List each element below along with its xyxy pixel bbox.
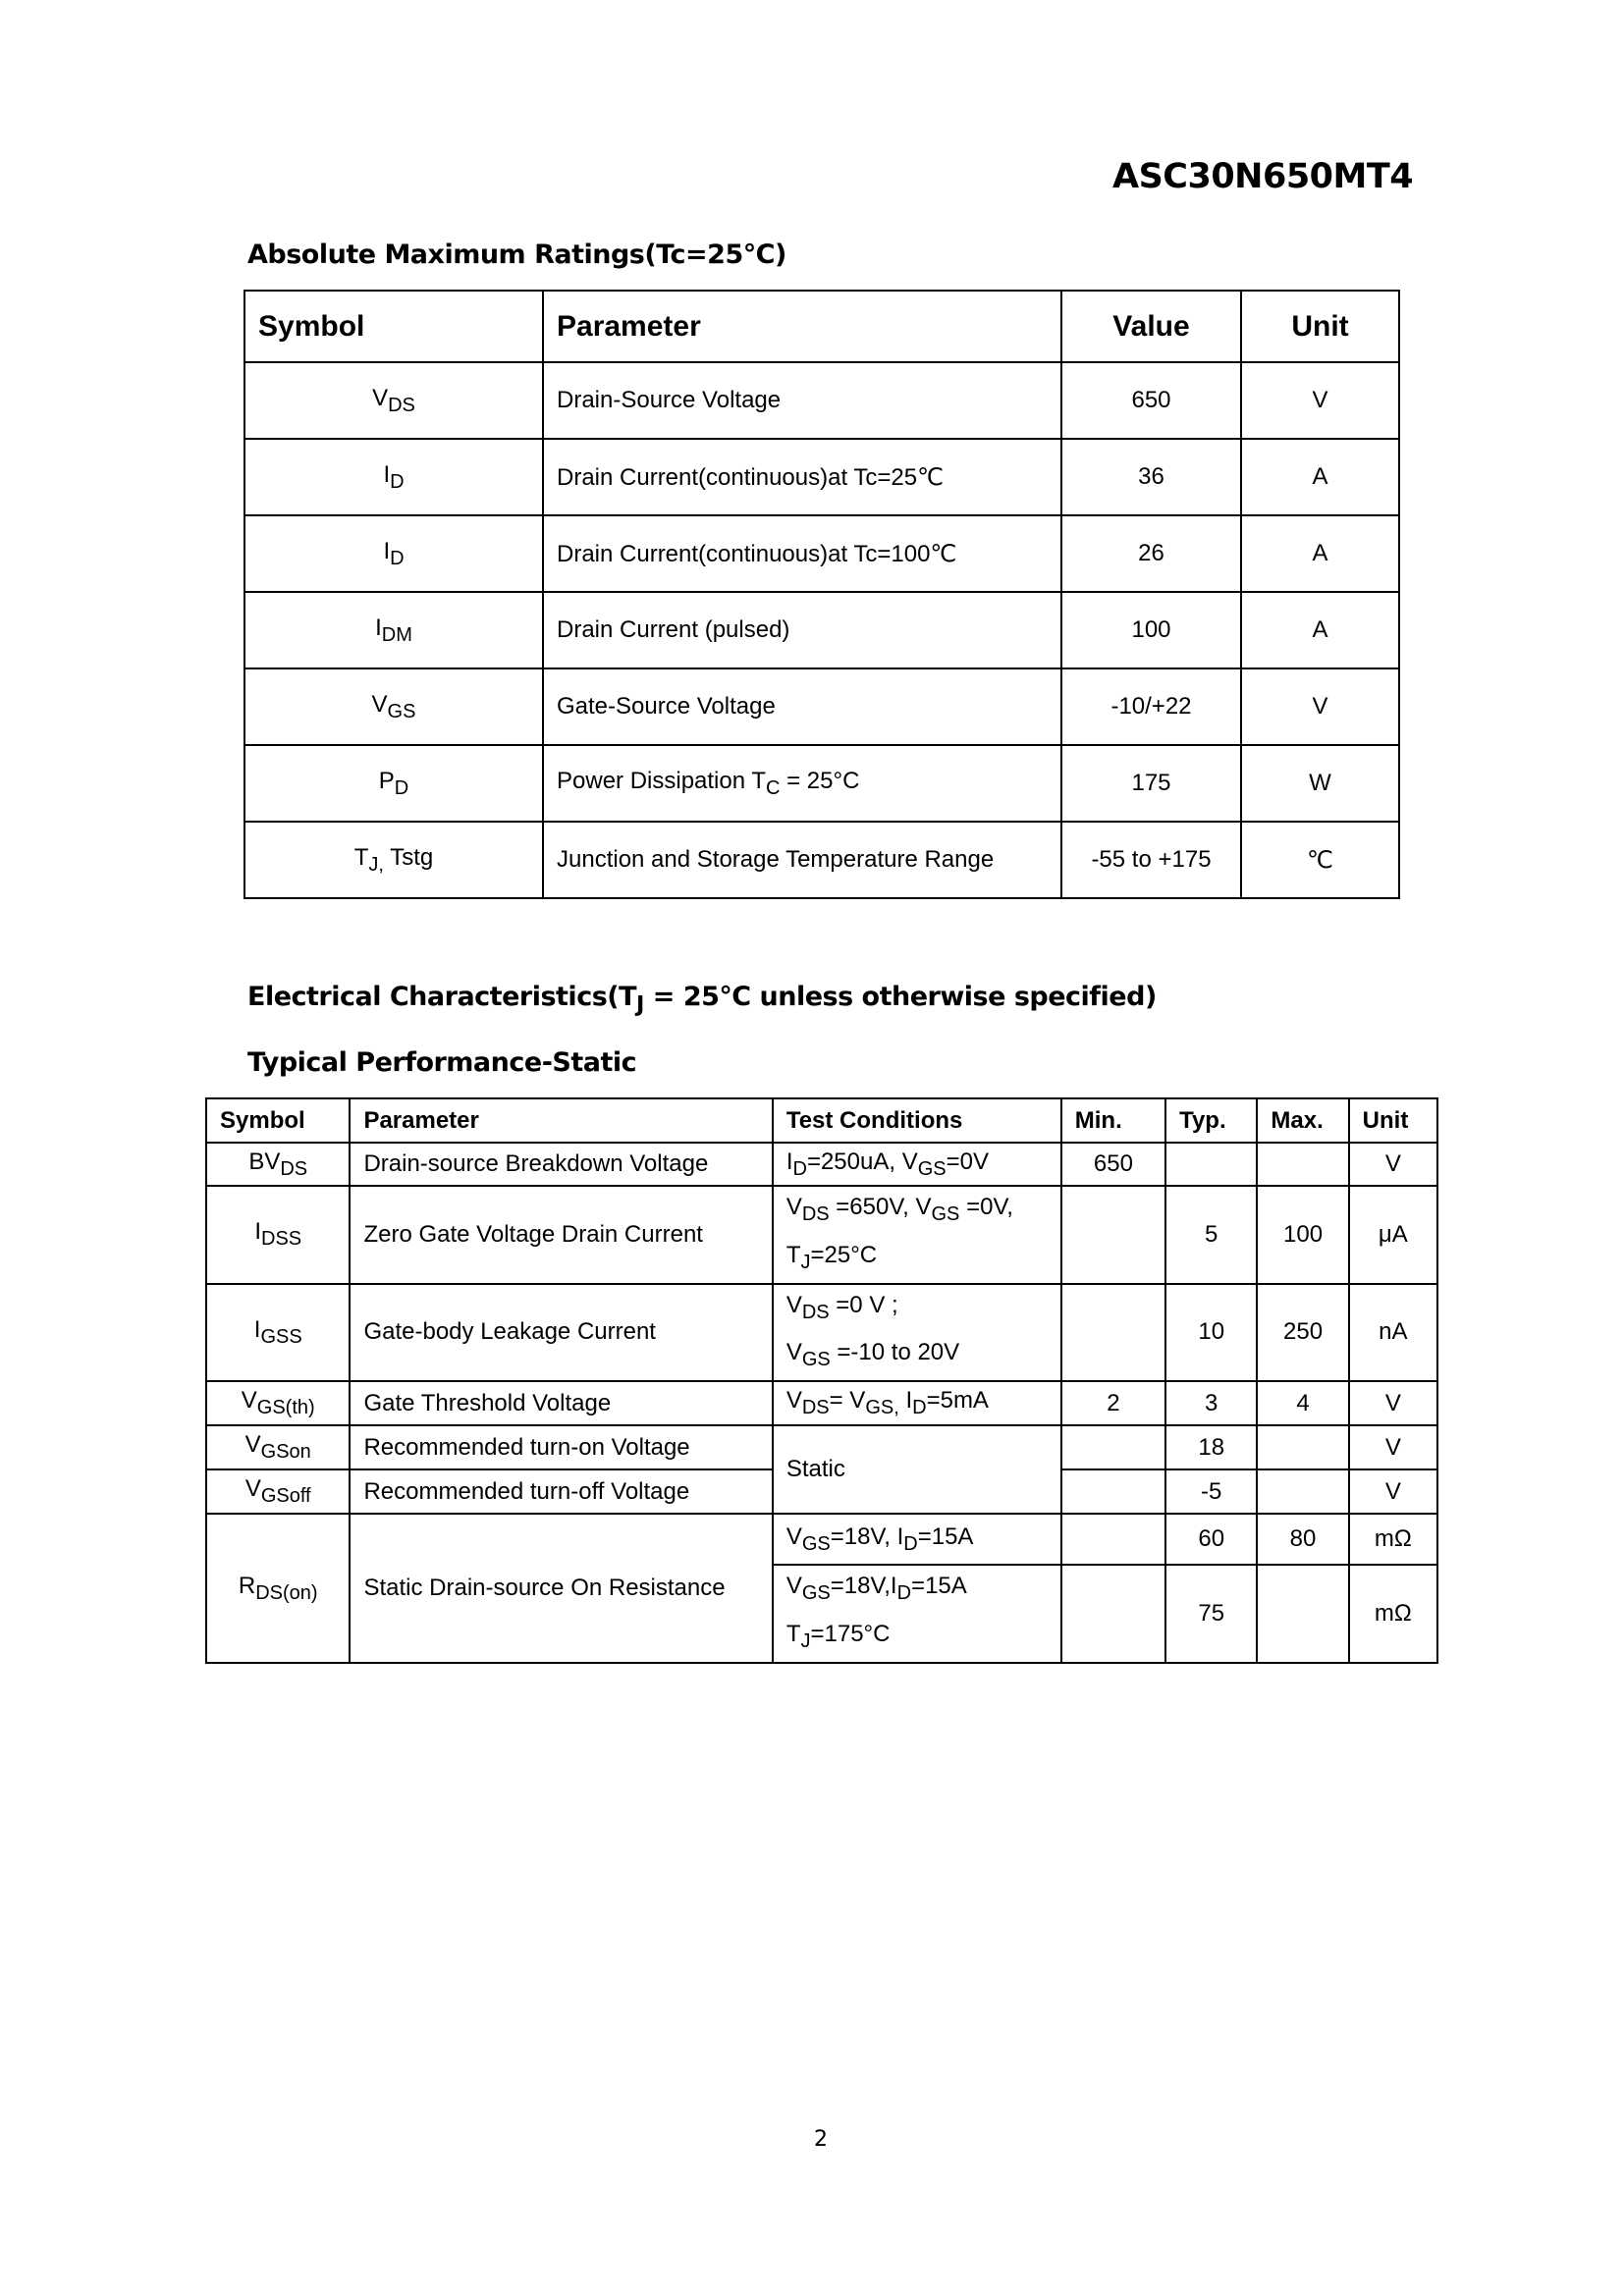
title-post: = 25℃ unless otherwise specified) — [643, 982, 1157, 1012]
header-parameter: Parameter — [350, 1098, 772, 1143]
symbol-sub: J, — [368, 853, 384, 876]
table-row — [206, 1425, 1437, 1469]
symbol-main: V — [244, 1431, 261, 1459]
value-cell: 26 — [1061, 515, 1241, 592]
tc-text: V — [785, 1387, 802, 1415]
parameter-cell: Recommended turn-on Voltage — [350, 1425, 772, 1469]
tc-text: =5mA — [926, 1387, 989, 1415]
value-cell: 650 — [1061, 362, 1241, 439]
tc-sub: GS — [801, 1581, 831, 1604]
absolute-max-ratings-table — [244, 290, 1400, 899]
tc-text: =18V, I — [830, 1522, 904, 1550]
symbol-main: I — [254, 1218, 261, 1246]
max-cell — [1257, 1425, 1348, 1469]
symbol-main: R — [238, 1572, 256, 1599]
symbol-main: I — [383, 537, 391, 564]
tc-sub: DS — [801, 1301, 830, 1323]
symbol-cell — [206, 1514, 350, 1663]
symbol-main: I — [383, 460, 391, 488]
max-cell — [1257, 1469, 1348, 1514]
tc-text: =18V,I — [830, 1573, 897, 1600]
symbol-cell — [244, 822, 543, 898]
max-cell: 4 — [1257, 1381, 1348, 1425]
symbol-sub: DSS — [261, 1228, 302, 1251]
parameter-text: Power Dissipation T — [557, 767, 766, 794]
test-condition-cell: Static — [773, 1425, 1061, 1514]
symbol-main: I — [375, 614, 382, 641]
tc-text: =175°C — [810, 1620, 891, 1647]
parameter-cell: Drain Current(continuous)at Tc=25℃ — [543, 439, 1061, 515]
tc-text: T — [785, 1620, 801, 1647]
min-cell: 2 — [1061, 1381, 1165, 1425]
header-symbol: Symbol — [206, 1098, 350, 1143]
symbol-main: V — [241, 1387, 257, 1415]
header-max: Max. — [1257, 1098, 1348, 1143]
table-row — [244, 822, 1399, 898]
symbol-cell — [206, 1284, 350, 1382]
symbol-cell — [206, 1143, 350, 1186]
symbol-sub: GS — [387, 700, 416, 722]
test-condition-cell — [773, 1186, 1061, 1284]
table-row — [244, 515, 1399, 592]
tc-text: =15A — [917, 1522, 974, 1550]
value-cell: -10/+22 — [1061, 668, 1241, 745]
tc-sub: J — [800, 1629, 811, 1652]
unit-cell: mΩ — [1349, 1514, 1437, 1565]
part-number: ASC30N650MT4 — [1112, 157, 1414, 196]
symbol-cell — [206, 1381, 350, 1425]
tc-sub: J — [800, 1251, 811, 1273]
min-cell — [1061, 1565, 1165, 1663]
tc-text: =25°C — [810, 1241, 878, 1268]
parameter-cell: Junction and Storage Temperature Range — [543, 822, 1061, 898]
symbol-main: I — [253, 1315, 261, 1343]
symbol-sub: GSS — [260, 1325, 302, 1348]
parameter-cell: Drain Current (pulsed) — [543, 592, 1061, 668]
symbol-sub: DS — [388, 394, 415, 416]
unit-cell: W — [1241, 745, 1399, 822]
unit-cell: V — [1349, 1425, 1437, 1469]
unit-cell: μA — [1349, 1186, 1437, 1284]
table-row — [244, 668, 1399, 745]
min-cell — [1061, 1514, 1165, 1565]
parameter-cell: Drain Current(continuous)at Tc=100℃ — [543, 515, 1061, 592]
typ-cell: 10 — [1165, 1284, 1257, 1382]
tc-text: = V — [829, 1387, 866, 1415]
tc-sub: GS, — [865, 1397, 899, 1419]
absolute-max-ratings-title: Absolute Maximum Ratings(Tc=25℃) — [247, 240, 786, 270]
symbol-sub: D — [390, 470, 405, 493]
symbol-sub: GS(th) — [256, 1397, 315, 1419]
header-unit: Unit — [1349, 1098, 1437, 1143]
min-cell — [1061, 1469, 1165, 1514]
tc-line — [786, 1332, 1060, 1380]
test-condition-cell — [773, 1143, 1061, 1186]
unit-cell: mΩ — [1349, 1565, 1437, 1663]
tc-sub: D — [912, 1397, 927, 1419]
min-cell: 650 — [1061, 1143, 1165, 1186]
unit-cell: A — [1241, 439, 1399, 515]
symbol-sub: GSon — [260, 1441, 311, 1464]
tc-sub: D — [792, 1157, 807, 1180]
min-cell — [1061, 1284, 1165, 1382]
tc-text: T — [785, 1241, 801, 1268]
unit-cell: V — [1241, 362, 1399, 439]
symbol-cell — [244, 362, 543, 439]
symbol-sub: DS — [280, 1157, 308, 1180]
tc-text: =0V — [946, 1148, 989, 1175]
header-parameter: Parameter — [543, 291, 1061, 362]
header-symbol: Symbol — [244, 291, 543, 362]
tc-line — [786, 1235, 1060, 1283]
symbol-main: V — [372, 384, 389, 411]
symbol-cell — [244, 668, 543, 745]
parameter-cell: Drain-source Breakdown Voltage — [350, 1143, 772, 1186]
value-cell: -55 to +175 — [1061, 822, 1241, 898]
symbol-cell — [244, 745, 543, 822]
symbol-sub: GSoff — [260, 1485, 311, 1508]
typ-cell — [1165, 1143, 1257, 1186]
tc-text: I — [898, 1387, 913, 1415]
tc-sub: GS — [931, 1202, 960, 1225]
value-cell: 175 — [1061, 745, 1241, 822]
table-row — [206, 1381, 1437, 1425]
table-row — [244, 362, 1399, 439]
typ-cell: 3 — [1165, 1381, 1257, 1425]
unit-cell: V — [1349, 1143, 1437, 1186]
symbol-cell — [244, 439, 543, 515]
tc-text: =0 V ; — [829, 1291, 898, 1318]
max-cell: 80 — [1257, 1514, 1348, 1565]
static-performance-title: Typical Performance-Static — [247, 1047, 637, 1078]
symbol-main: V — [371, 690, 388, 718]
header-unit: Unit — [1241, 291, 1399, 362]
tc-sub: GS — [801, 1532, 831, 1555]
tc-line — [786, 1285, 1060, 1333]
tc-text: =650V, V — [829, 1194, 932, 1220]
tc-sub: DS — [801, 1397, 830, 1419]
page-number: 2 — [814, 2127, 828, 2152]
symbol-sub: D — [390, 547, 405, 569]
tc-sub: DS — [801, 1202, 830, 1225]
tc-text: I — [785, 1148, 793, 1175]
symbol-main: P — [378, 767, 395, 794]
symbol-cell — [206, 1186, 350, 1284]
tc-line — [786, 1614, 1060, 1662]
test-condition-cell — [773, 1565, 1061, 1663]
tc-text: V — [785, 1291, 802, 1318]
value-cell: 100 — [1061, 592, 1241, 668]
static-characteristics-table — [205, 1097, 1438, 1664]
table-row — [244, 592, 1399, 668]
tc-line — [786, 1566, 1060, 1614]
symbol-main: V — [244, 1475, 261, 1503]
parameter-cell: Gate-body Leakage Current — [350, 1284, 772, 1382]
table-row — [206, 1186, 1437, 1284]
symbol-cell — [206, 1425, 350, 1469]
parameter-cell: Gate-Source Voltage — [543, 668, 1061, 745]
unit-cell: A — [1241, 515, 1399, 592]
table-header-row — [206, 1098, 1437, 1143]
header-test-conditions: Test Conditions — [773, 1098, 1061, 1143]
tc-sub: GS — [917, 1157, 947, 1180]
typ-cell: 18 — [1165, 1425, 1257, 1469]
max-cell: 100 — [1257, 1186, 1348, 1284]
electrical-characteristics-title — [247, 982, 1157, 1017]
max-cell: 250 — [1257, 1284, 1348, 1382]
title-sub: J — [636, 991, 644, 1018]
symbol-cell — [206, 1469, 350, 1514]
tc-text: V — [785, 1339, 802, 1366]
tc-text: =-10 to 20V — [830, 1339, 960, 1366]
table-row — [206, 1284, 1437, 1382]
parameter-cell: Static Drain-source On Resistance — [350, 1514, 772, 1663]
min-cell — [1061, 1425, 1165, 1469]
symbol-main: BV — [248, 1148, 281, 1175]
table-row — [206, 1514, 1437, 1565]
parameter-cell: Drain-Source Voltage — [543, 362, 1061, 439]
header-value: Value — [1061, 291, 1241, 362]
tc-text: V — [785, 1194, 802, 1220]
parameter-cell: Gate Threshold Voltage — [350, 1381, 772, 1425]
tc-text: =15A — [911, 1573, 967, 1600]
table-header-row — [244, 291, 1399, 362]
parameter-sub: C — [765, 776, 781, 799]
max-cell — [1257, 1565, 1348, 1663]
tc-line — [786, 1187, 1060, 1235]
symbol-cell — [244, 515, 543, 592]
unit-cell: V — [1349, 1469, 1437, 1514]
symbol-sub: DM — [381, 623, 412, 646]
table-row — [244, 439, 1399, 515]
tc-sub: D — [896, 1581, 912, 1604]
symbol-main: T — [353, 843, 369, 871]
unit-cell: ℃ — [1241, 822, 1399, 898]
title-pre: Electrical Characteristics(T — [247, 982, 637, 1012]
tc-sub: GS — [801, 1349, 831, 1371]
test-condition-cell — [773, 1381, 1061, 1425]
header-typ: Typ. — [1165, 1098, 1257, 1143]
tc-text: =250uA, V — [806, 1148, 918, 1175]
symbol-extra: Tstg — [383, 843, 434, 871]
symbol-sub: D — [394, 776, 409, 799]
table-row — [206, 1143, 1437, 1186]
tc-text: V — [785, 1522, 802, 1550]
test-condition-cell — [773, 1284, 1061, 1382]
typ-cell: -5 — [1165, 1469, 1257, 1514]
typ-cell: 60 — [1165, 1514, 1257, 1565]
typ-cell: 5 — [1165, 1186, 1257, 1284]
unit-cell: nA — [1349, 1284, 1437, 1382]
min-cell — [1061, 1186, 1165, 1284]
typ-cell: 75 — [1165, 1565, 1257, 1663]
symbol-sub: DS(on) — [255, 1581, 318, 1604]
symbol-cell — [244, 592, 543, 668]
header-min: Min. — [1061, 1098, 1165, 1143]
tc-sub: D — [903, 1532, 918, 1555]
unit-cell: V — [1241, 668, 1399, 745]
max-cell — [1257, 1143, 1348, 1186]
test-condition-cell — [773, 1514, 1061, 1565]
table-row — [244, 745, 1399, 822]
unit-cell: V — [1349, 1381, 1437, 1425]
tc-text: =0V, — [959, 1194, 1013, 1220]
parameter-cell: Recommended turn-off Voltage — [350, 1469, 772, 1514]
unit-cell: A — [1241, 592, 1399, 668]
parameter-tail: = 25°C — [780, 767, 860, 794]
parameter-cell: Zero Gate Voltage Drain Current — [350, 1186, 772, 1284]
parameter-cell — [543, 745, 1061, 822]
tc-text: V — [785, 1573, 802, 1600]
value-cell: 36 — [1061, 439, 1241, 515]
